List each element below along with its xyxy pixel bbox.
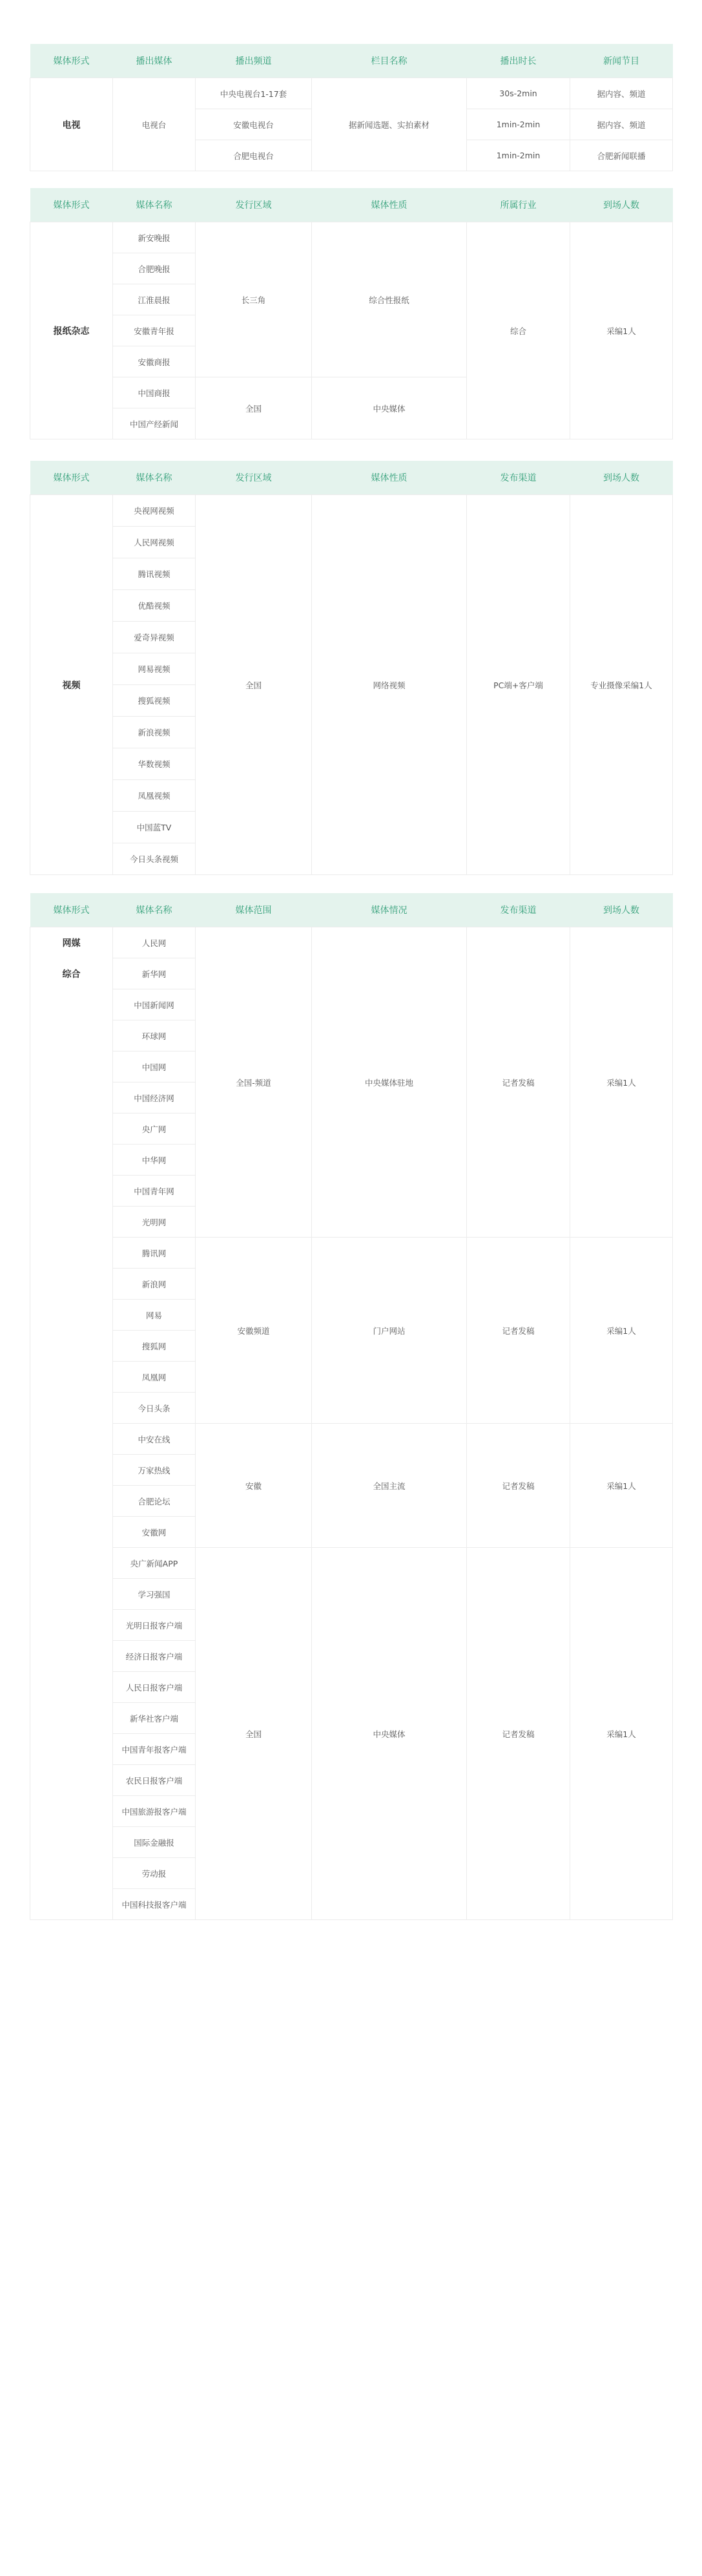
web-name: 中国青年报客户端: [113, 1734, 196, 1765]
web-name: 中国青年网: [113, 1176, 196, 1207]
print-nature: 中央媒体: [312, 377, 467, 439]
web-name: 凤凰网: [113, 1362, 196, 1393]
video-region: 全国: [196, 495, 312, 875]
web-name: 经济日报客户端: [113, 1641, 196, 1672]
web-attendance: 采编1人: [570, 1424, 673, 1548]
web-name: 环球网: [113, 1020, 196, 1051]
web-name: 央广新闻APP: [113, 1548, 196, 1579]
web-table: [30, 893, 673, 1920]
web-attendance: 采编1人: [570, 1238, 673, 1424]
web-header-0: 媒体形式: [30, 893, 113, 927]
table-row: [30, 495, 673, 527]
print-name: 中国商报: [113, 377, 196, 408]
web-channel: 记者发稿: [467, 927, 570, 1238]
print-attendance: 采编1人: [570, 222, 673, 439]
video-header-3: 媒体性质: [312, 461, 467, 495]
web-name: 新浪网: [113, 1269, 196, 1300]
web-header-5: 到场人数: [570, 893, 673, 927]
print-form: 报纸杂志: [30, 222, 113, 439]
web-header-4: 发布渠道: [467, 893, 570, 927]
video-name: 凤凰视频: [113, 780, 196, 812]
print-name: 中国产经新闻: [113, 408, 196, 439]
video-header-4: 发布渠道: [467, 461, 570, 495]
web-name: 中国旅游报客户端: [113, 1796, 196, 1827]
table-row: [30, 222, 673, 253]
video-name: 腾讯视频: [113, 558, 196, 590]
web-name: 国际金融报: [113, 1827, 196, 1858]
tv-header-0: 媒体形式: [30, 44, 113, 78]
tv-channel: 合肥电视台: [196, 140, 312, 171]
web-scope: 全国-频道: [196, 927, 312, 1238]
web-name: 央广网: [113, 1114, 196, 1145]
web-scope: 全国: [196, 1548, 312, 1920]
print-header-0: 媒体形式: [30, 188, 113, 222]
web-name: 合肥论坛: [113, 1486, 196, 1517]
web-name: 中国网: [113, 1051, 196, 1082]
video-name: 网易视频: [113, 653, 196, 685]
print-header-row: [30, 188, 673, 222]
video-name: 新浪视频: [113, 717, 196, 748]
web-name: 搜狐网: [113, 1331, 196, 1362]
web-form-line-1: 网媒: [30, 927, 113, 958]
print-name: 江淮晨报: [113, 284, 196, 315]
table-row: [30, 1238, 673, 1269]
web-situation: 中央媒体: [312, 1548, 467, 1920]
web-form-blank: [30, 989, 113, 1920]
video-nature: 网络视频: [312, 495, 467, 875]
tv-channel: 中央电视台1-17套: [196, 78, 312, 109]
print-name: 安徽商报: [113, 346, 196, 377]
video-header-2: 发行区域: [196, 461, 312, 495]
print-header-5: 到场人数: [570, 188, 673, 222]
print-table: [30, 188, 673, 439]
web-header-1: 媒体名称: [113, 893, 196, 927]
video-name: 中国蓝TV: [113, 812, 196, 843]
web-name: 农民日报客户端: [113, 1765, 196, 1796]
video-name: 搜狐视频: [113, 685, 196, 717]
print-region: 全国: [196, 377, 312, 439]
web-scope: 安徽: [196, 1424, 312, 1548]
tv-channel: 安徽电视台: [196, 109, 312, 140]
video-name: 优酷视频: [113, 590, 196, 622]
video-channel: PC端+客户端: [467, 495, 570, 875]
tv-header-1: 播出媒体: [113, 44, 196, 78]
tv-news: 合肥新闻联播: [570, 140, 673, 171]
video-name: 华数视频: [113, 748, 196, 780]
tv-header-2: 播出频道: [196, 44, 312, 78]
tv-news: 据内容、频道: [570, 78, 673, 109]
tv-media: 电视台: [113, 78, 196, 171]
web-header-row: [30, 893, 673, 927]
web-attendance: 采编1人: [570, 927, 673, 1238]
web-name: 今日头条: [113, 1393, 196, 1424]
web-name: 中国新闻网: [113, 989, 196, 1020]
web-name: 劳动报: [113, 1858, 196, 1889]
video-attendance: 专业摄像采编1人: [570, 495, 673, 875]
web-form-line-2: 综合: [30, 958, 113, 989]
web-header-3: 媒体情况: [312, 893, 467, 927]
web-name: 安徽网: [113, 1517, 196, 1548]
web-name: 中华网: [113, 1145, 196, 1176]
tv-header-3: 栏目名称: [312, 44, 467, 78]
web-name: 中国经济网: [113, 1082, 196, 1114]
tv-duration: 1min-2min: [467, 109, 570, 140]
web-situation: 全国主流: [312, 1424, 467, 1548]
web-name: 腾讯网: [113, 1238, 196, 1269]
web-name: 新华网: [113, 958, 196, 989]
print-header-1: 媒体名称: [113, 188, 196, 222]
web-name: 网易: [113, 1300, 196, 1331]
table-row: [30, 927, 673, 958]
table-row: [30, 78, 673, 109]
tv-header-5: 新闻节目: [570, 44, 673, 78]
print-header-4: 所属行业: [467, 188, 570, 222]
print-name: 安徽青年报: [113, 315, 196, 346]
web-scope: 安徽频道: [196, 1238, 312, 1424]
print-header-3: 媒体性质: [312, 188, 467, 222]
web-attendance: 采编1人: [570, 1548, 673, 1920]
web-channel: 记者发稿: [467, 1238, 570, 1424]
video-name: 爱奇异视频: [113, 622, 196, 653]
web-name: 人民网: [113, 927, 196, 958]
web-situation: 中央媒体驻地: [312, 927, 467, 1238]
tv-duration: 1min-2min: [467, 140, 570, 171]
web-name: 新华社客户端: [113, 1703, 196, 1734]
video-name: 央视网视频: [113, 495, 196, 527]
web-name: 光明日报客户端: [113, 1610, 196, 1641]
video-form: 视频: [30, 495, 113, 875]
web-name: 光明网: [113, 1207, 196, 1238]
tv-header-row: [30, 44, 673, 78]
web-name: 人民日报客户端: [113, 1672, 196, 1703]
tv-header-4: 播出时长: [467, 44, 570, 78]
web-channel: 记者发稿: [467, 1548, 570, 1920]
print-name: 新安晚报: [113, 222, 196, 253]
print-nature: 综合性报纸: [312, 222, 467, 377]
web-name: 中国科技报客户端: [113, 1889, 196, 1920]
video-header-0: 媒体形式: [30, 461, 113, 495]
print-header-2: 发行区域: [196, 188, 312, 222]
web-name: 学习强国: [113, 1579, 196, 1610]
print-name: 合肥晚报: [113, 253, 196, 284]
web-channel: 记者发稿: [467, 1424, 570, 1548]
video-header-1: 媒体名称: [113, 461, 196, 495]
tv-news: 据内容、频道: [570, 109, 673, 140]
video-name: 今日头条视频: [113, 843, 196, 875]
video-header-row: [30, 461, 673, 495]
video-table: [30, 461, 673, 875]
tv-form: 电视: [30, 78, 113, 171]
web-situation: 门户网站: [312, 1238, 467, 1424]
tv-table: [30, 44, 673, 171]
video-name: 人民网视频: [113, 527, 196, 558]
video-header-5: 到场人数: [570, 461, 673, 495]
table-row: [30, 1424, 673, 1455]
web-name: 万家热线: [113, 1455, 196, 1486]
web-name: 中安在线: [113, 1424, 196, 1455]
print-industry: 综合: [467, 222, 570, 439]
print-region: 长三角: [196, 222, 312, 377]
tv-duration: 30s-2min: [467, 78, 570, 109]
table-row: [30, 1548, 673, 1579]
tv-program: 据新闻选题、实拍素材: [312, 78, 467, 171]
web-header-2: 媒体范围: [196, 893, 312, 927]
